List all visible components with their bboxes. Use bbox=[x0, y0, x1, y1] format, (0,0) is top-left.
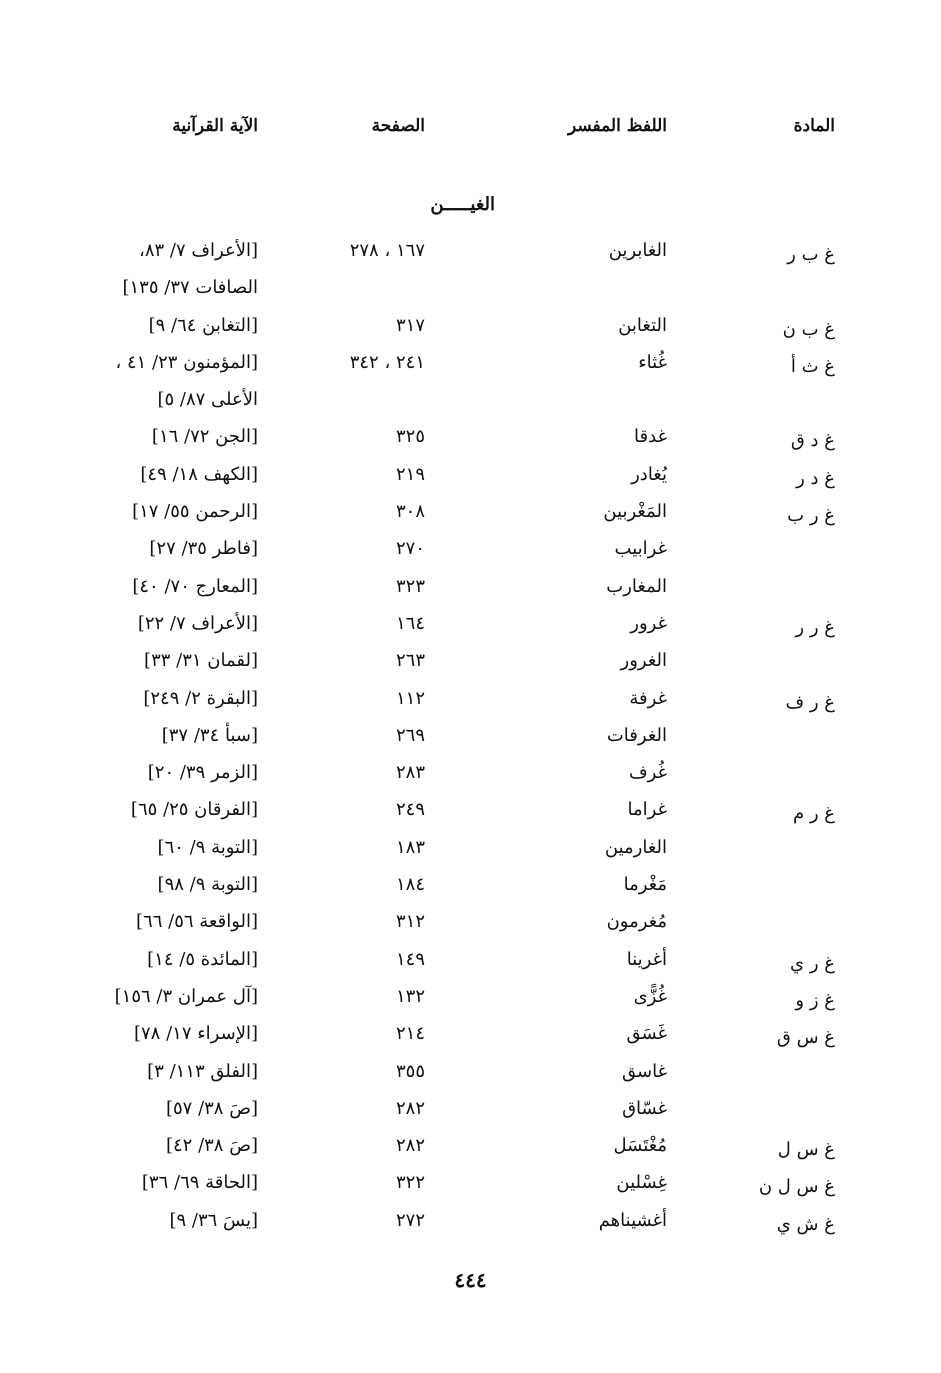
row-word: مَغْرما bbox=[623, 874, 667, 896]
table-row bbox=[0, 385, 941, 422]
row-word: مُغرمون bbox=[606, 911, 667, 933]
row-verse: [الأعراف ٧/ ٢٢] bbox=[137, 612, 258, 634]
row-root: غ س ل ن bbox=[758, 1176, 835, 1198]
table-row bbox=[0, 1094, 941, 1131]
row-page: ٢٧٠ bbox=[395, 538, 425, 560]
row-word: الغرور bbox=[620, 650, 667, 672]
row-word: غرفة bbox=[629, 687, 667, 709]
table-row bbox=[0, 534, 941, 571]
table-row bbox=[0, 609, 941, 646]
row-verse: [التوبة ٩/ ٩٨] bbox=[157, 874, 258, 896]
row-root: غ د ر bbox=[796, 467, 835, 489]
row-root: غ س ل bbox=[777, 1139, 835, 1161]
table-row bbox=[0, 1019, 941, 1056]
row-verse: [الفلق ١١٣/ ٣] bbox=[147, 1060, 258, 1082]
table-row bbox=[0, 422, 941, 459]
row-page: ٣٥٥ bbox=[395, 1060, 425, 1082]
table-row bbox=[0, 497, 941, 534]
row-verse: [لقمان ٣١/ ٣٣] bbox=[144, 650, 258, 672]
row-verse: [الزمر ٣٩/ ٢٠] bbox=[147, 762, 258, 784]
table-row bbox=[0, 982, 941, 1019]
row-page: ١٦٤ bbox=[395, 612, 425, 634]
row-verse: الصافات ٣٧/ ١٣٥] bbox=[122, 277, 258, 299]
row-page: ٢٨٢ bbox=[395, 1097, 425, 1119]
row-word: أغشيناهم bbox=[598, 1209, 667, 1231]
table-row bbox=[0, 646, 941, 683]
row-verse: [التغابن ٦٤/ ٩] bbox=[148, 314, 258, 336]
row-verse: [المؤمنون ٢٣/ ٤١ ، bbox=[115, 351, 258, 373]
header-root: المادة bbox=[793, 116, 835, 136]
row-verse: [الواقعة ٥٦/ ٦٦] bbox=[136, 911, 258, 933]
row-word: غُزًّى bbox=[633, 985, 667, 1007]
row-word: غِسْلين bbox=[616, 1172, 667, 1194]
row-page: ٢٧٢ bbox=[395, 1209, 425, 1231]
table-row bbox=[0, 460, 941, 497]
row-page: ٢٤١ ، ٣٤٢ bbox=[349, 351, 425, 373]
row-page: ٢٦٣ bbox=[395, 650, 425, 672]
row-verse: [آل عمران ٣/ ١٥٦] bbox=[114, 985, 258, 1007]
row-root: غ ر م bbox=[792, 803, 835, 825]
table-header bbox=[0, 116, 941, 146]
header-word: اللفظ المفسر bbox=[567, 116, 667, 136]
row-verse: [الكهف ١٨/ ٤٩] bbox=[140, 463, 258, 485]
row-verse: [الجن ٧٢/ ١٦] bbox=[151, 426, 258, 448]
section-title: الغيـــــن bbox=[430, 194, 495, 215]
row-root: غ ث أ bbox=[790, 355, 835, 377]
row-verse: الأعلى ٨٧/ ٥] bbox=[157, 389, 258, 411]
row-word: مُغْتَسَل bbox=[613, 1135, 667, 1157]
row-root: غ ش ي bbox=[776, 1213, 835, 1235]
table-row bbox=[0, 945, 941, 982]
row-page: ٣٢٢ bbox=[395, 1172, 425, 1194]
row-verse: [الإسراء ١٧/ ٧٨] bbox=[133, 1023, 258, 1045]
row-word: غاسق bbox=[622, 1060, 667, 1082]
row-page: ٣١٢ bbox=[395, 911, 425, 933]
table-row bbox=[0, 833, 941, 870]
row-page: ١١٢ bbox=[395, 687, 425, 709]
row-verse: [سبأ ٣٤/ ٣٧] bbox=[161, 724, 258, 746]
row-page: ١٨٣ bbox=[395, 836, 425, 858]
row-page: ٢٤٩ bbox=[395, 799, 425, 821]
row-word: التغابن bbox=[618, 314, 667, 336]
row-word: أغرينا bbox=[626, 948, 667, 970]
row-root: غ د ق bbox=[790, 430, 835, 452]
table-row bbox=[0, 721, 941, 758]
row-verse: [فاطر ٣٥/ ٢٧] bbox=[149, 538, 258, 560]
table-row bbox=[0, 870, 941, 907]
row-root: غ ر ي bbox=[790, 952, 835, 974]
page-number: ٤٤٤ bbox=[454, 1268, 487, 1292]
row-verse: [المعارج ٧٠/ ٤٠] bbox=[132, 575, 258, 597]
table-row bbox=[0, 236, 941, 273]
row-root: غ ز و bbox=[795, 989, 835, 1011]
row-page: ٣٢٥ bbox=[395, 426, 425, 448]
table-row bbox=[0, 1168, 941, 1205]
table-row bbox=[0, 311, 941, 348]
row-verse: [البقرة ٢/ ٢٤٩] bbox=[143, 687, 258, 709]
row-root: غ ر ب bbox=[787, 505, 835, 527]
table-row bbox=[0, 273, 941, 310]
row-page: ٢١٩ bbox=[395, 463, 425, 485]
row-page: ٣١٧ bbox=[395, 314, 425, 336]
row-word: المغارب bbox=[606, 575, 667, 597]
row-root: غ س ق bbox=[776, 1027, 835, 1049]
row-word: الغرفات bbox=[606, 724, 667, 746]
row-word: غدقا bbox=[634, 426, 667, 448]
index-table bbox=[0, 236, 941, 1243]
row-word: يُغادر bbox=[631, 463, 667, 485]
row-word: غُرف bbox=[628, 762, 667, 784]
table-row bbox=[0, 1057, 941, 1094]
header-page: الصفحة bbox=[371, 116, 425, 136]
row-verse: [الفرقان ٢٥/ ٦٥] bbox=[130, 799, 258, 821]
row-verse: [الحاقة ٦٩/ ٣٦] bbox=[141, 1172, 258, 1194]
row-word: غسّاق bbox=[622, 1097, 667, 1119]
table-row bbox=[0, 348, 941, 385]
row-word: الغارمين bbox=[604, 836, 667, 858]
row-page: ٣٢٣ bbox=[395, 575, 425, 597]
row-word: غَسَق bbox=[626, 1023, 667, 1045]
row-word: الغابرين bbox=[608, 240, 667, 261]
row-verse: [الرحمن ٥٥/ ١٧] bbox=[132, 501, 258, 523]
table-row bbox=[0, 907, 941, 944]
row-root: غ ب ن bbox=[782, 318, 835, 340]
row-word: غراما bbox=[627, 799, 667, 821]
table-row bbox=[0, 758, 941, 795]
row-word: غرور bbox=[630, 612, 667, 634]
row-page: ١٦٧ ، ٢٧٨ bbox=[349, 240, 425, 261]
row-word: غرابيب bbox=[614, 538, 667, 560]
header-verse: الآية القرآنية bbox=[172, 116, 258, 136]
row-verse: [يسَ ٣٦/ ٩] bbox=[169, 1209, 258, 1231]
table-row bbox=[0, 1206, 941, 1243]
table-row bbox=[0, 684, 941, 721]
table-row bbox=[0, 572, 941, 609]
row-verse: [صَ ٣٨/ ٤٢] bbox=[165, 1135, 258, 1157]
row-page: ٢٨٣ bbox=[395, 762, 425, 784]
table-row bbox=[0, 1131, 941, 1168]
row-page: ٢١٤ bbox=[395, 1023, 425, 1045]
row-verse: [الأعراف ٧/ ٨٣، bbox=[139, 240, 258, 261]
row-verse: [المائدة ٥/ ١٤] bbox=[147, 948, 258, 970]
row-page: ٢٨٢ bbox=[395, 1135, 425, 1157]
row-page: ١٨٤ bbox=[395, 874, 425, 896]
row-root: غ ر ف bbox=[785, 691, 835, 713]
row-root: غ ب ر bbox=[787, 244, 835, 265]
row-word: المَغْربين bbox=[603, 501, 667, 523]
row-page: ٣٠٨ bbox=[395, 501, 425, 523]
row-page: ١٤٩ bbox=[395, 948, 425, 970]
row-word: غُثاء bbox=[638, 351, 667, 373]
row-page: ١٣٢ bbox=[395, 985, 425, 1007]
row-verse: [صَ ٣٨/ ٥٧] bbox=[165, 1097, 258, 1119]
table-row bbox=[0, 795, 941, 832]
row-verse: [التوبة ٩/ ٦٠] bbox=[157, 836, 258, 858]
row-root: غ ر ر bbox=[795, 616, 835, 638]
row-page: ٢٦٩ bbox=[395, 724, 425, 746]
